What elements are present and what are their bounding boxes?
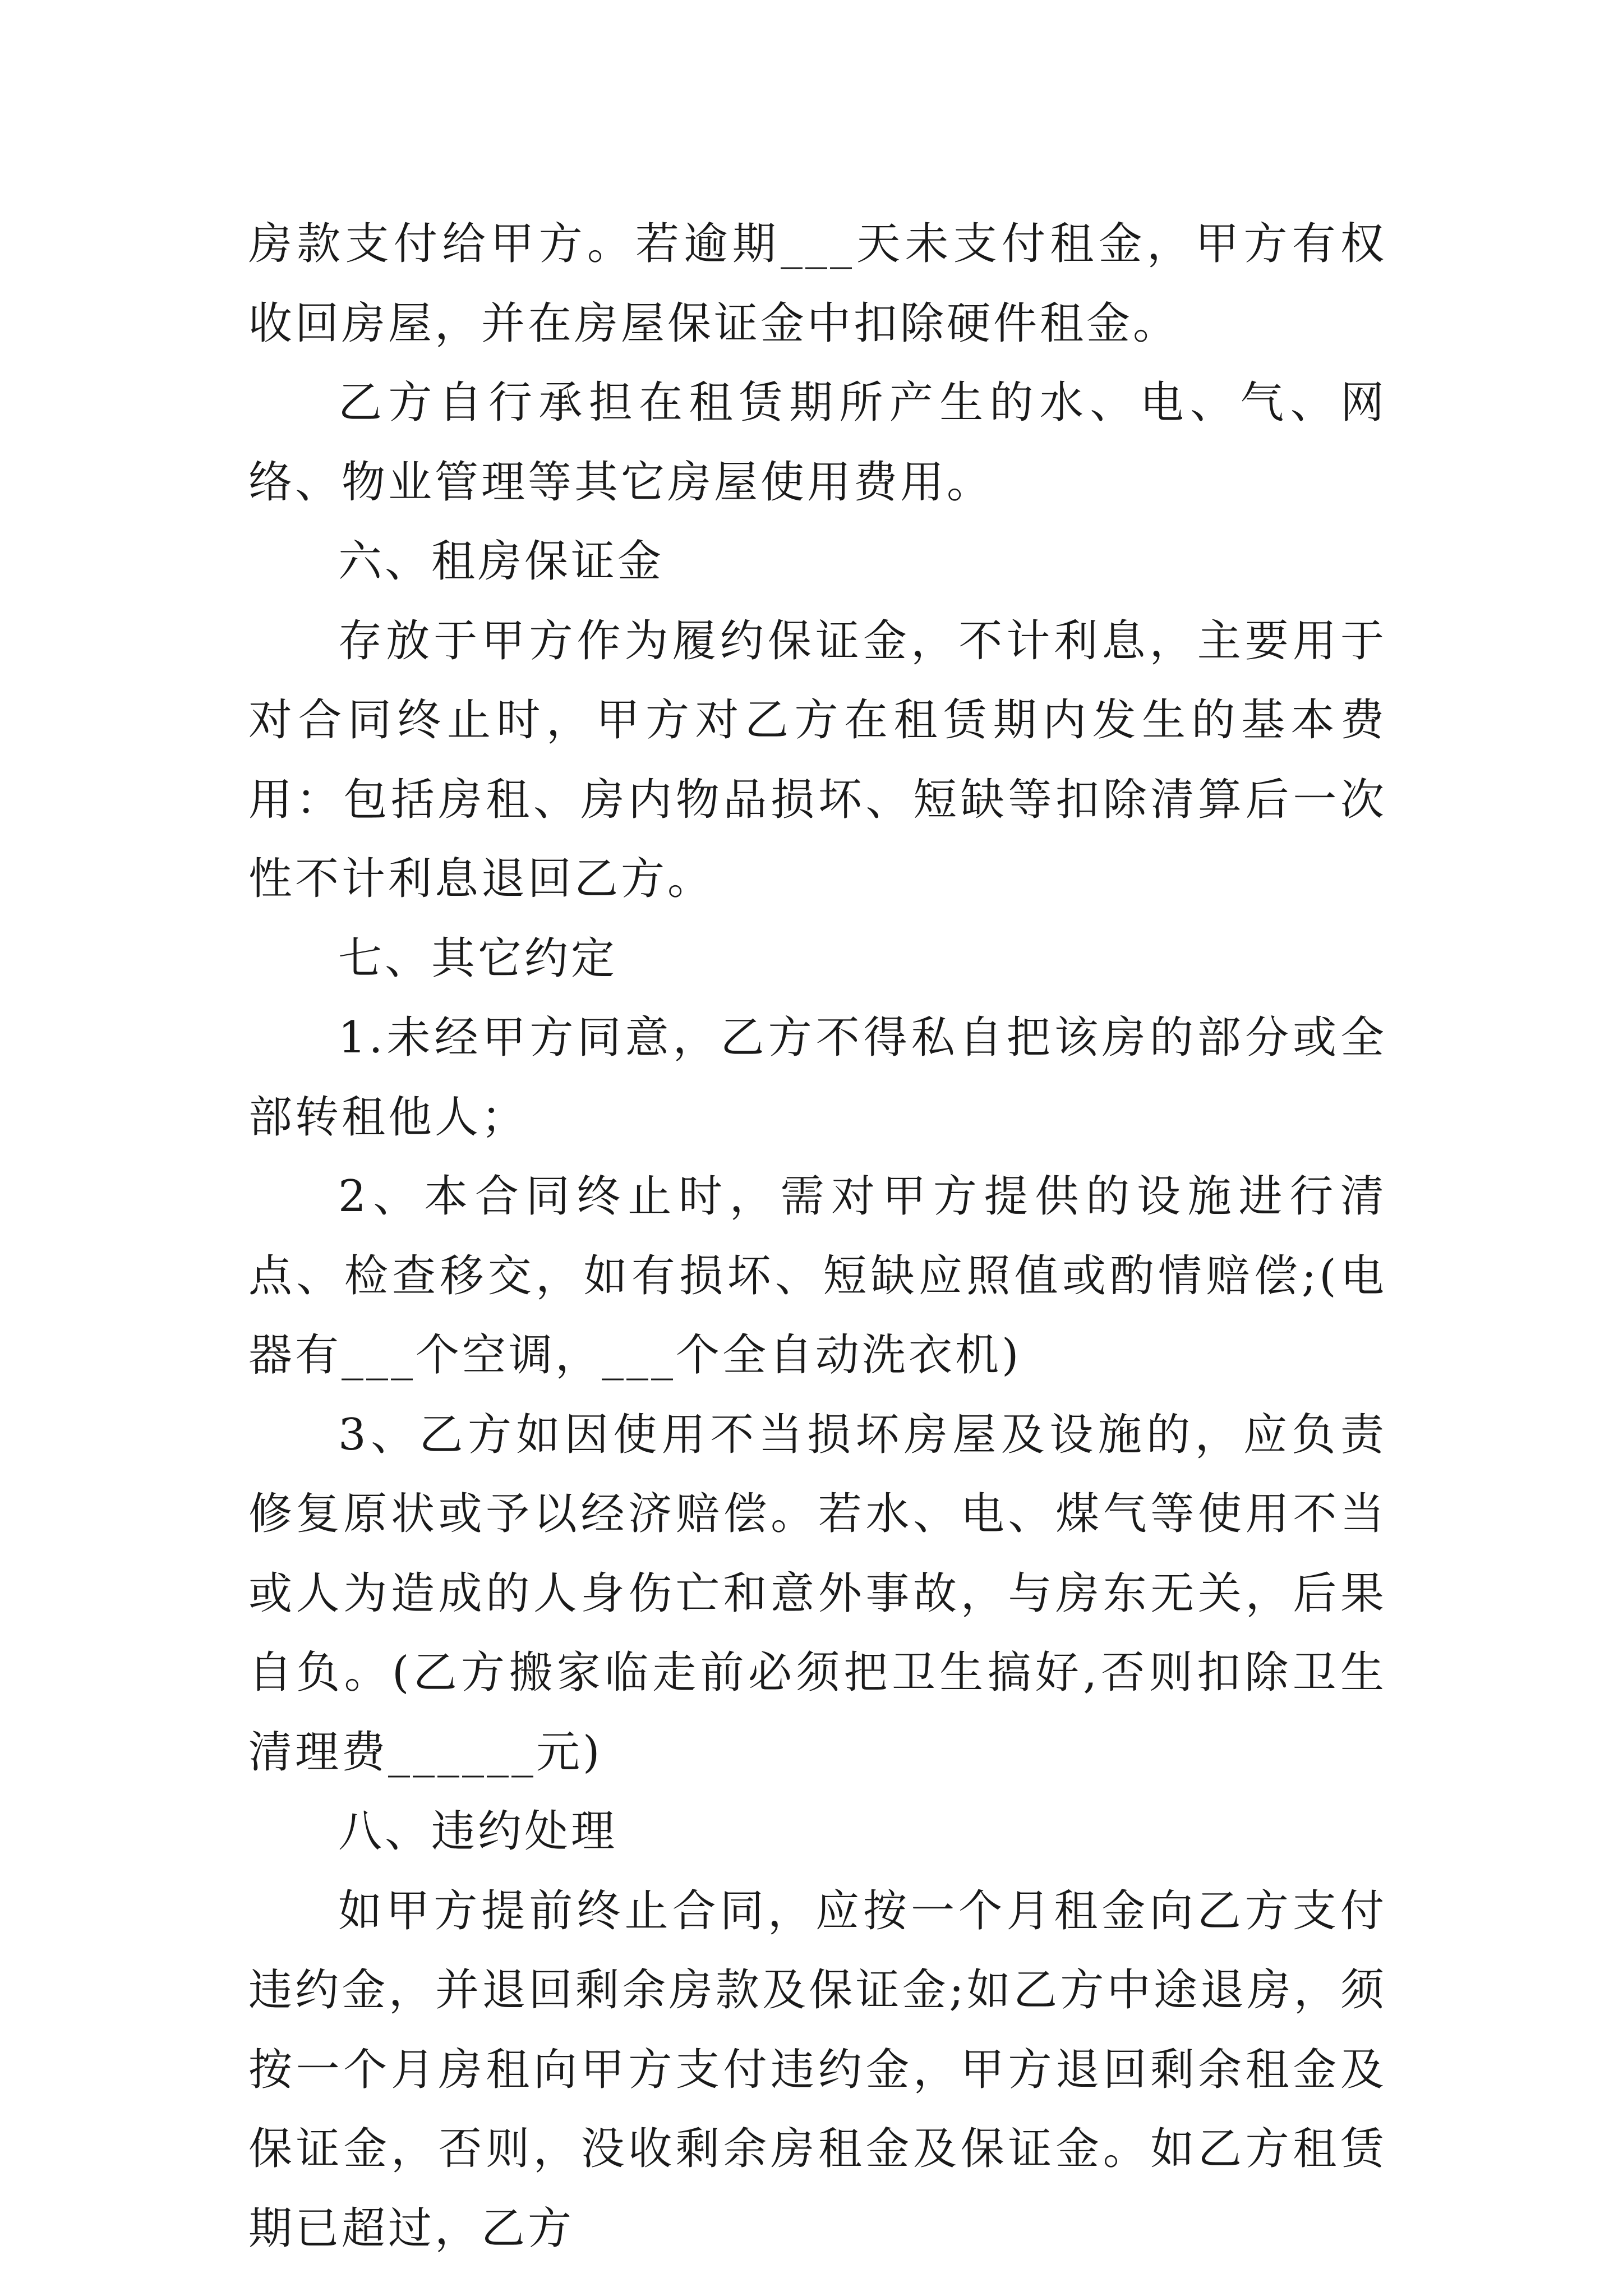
paragraph-breach-terms: 如甲方提前终止合同，应按一个月租金向乙方支付违约金，并退回剩余房款及保证金;如乙方中途退房，须按一个月房租向甲方支付违约金，甲方退回剩余租金及保证金，否则，没收剩余房租金及保证金。如乙方租赁期已超过，乙方 [248,1885,1387,2254]
paragraph-utility-fees: 乙方自行承担在租赁期所产生的水、电、气、网络、物业管理等其它房屋使用费用。 [248,378,1387,508]
document-body [248,205,1387,2269]
section-heading-deposit: 六、租房保证金 [338,536,665,587]
section-heading-other-terms: 七、其它约定 [338,933,618,984]
section-heading-breach: 八、违约处理 [338,1806,618,1857]
paragraph-deposit-terms: 存放于甲方作为履约保证金，不计利息，主要用于对合同终止时，甲方对乙方在租赁期内发生的基本费用：包括房租、房内物品损坏、短缺等扣除清算后一次性不计利息退回乙方。 [248,615,1387,904]
paragraph-damage-liability: 3、乙方如因使用不当损坏房屋及设施的，应负责修复原状或予以经济赔偿。若水、电、煤气等使用不当或人为造成的人身伤亡和意外事故，与房东无关，后果自负。(乙方搬家临走前必须把卫生搞好,否则扣除卫生清理费______元) [248,1409,1387,1778]
paragraph-no-sublet: 1.未经甲方同意，乙方不得私自把该房的部分或全部转租他人； [248,1013,1387,1143]
paragraph-facility-handover: 2、本合同终止时，需对甲方提供的设施进行清点、检查移交，如有损坏、短缺应照值或酌情赔偿;(电器有___个空调，___个全自动洗衣机) [248,1171,1387,1381]
paragraph-rent-overdue: 房款支付给甲方。若逾期___天未支付租金，甲方有权收回房屋，并在房屋保证金中扣除硬件租金。 [248,219,1387,349]
